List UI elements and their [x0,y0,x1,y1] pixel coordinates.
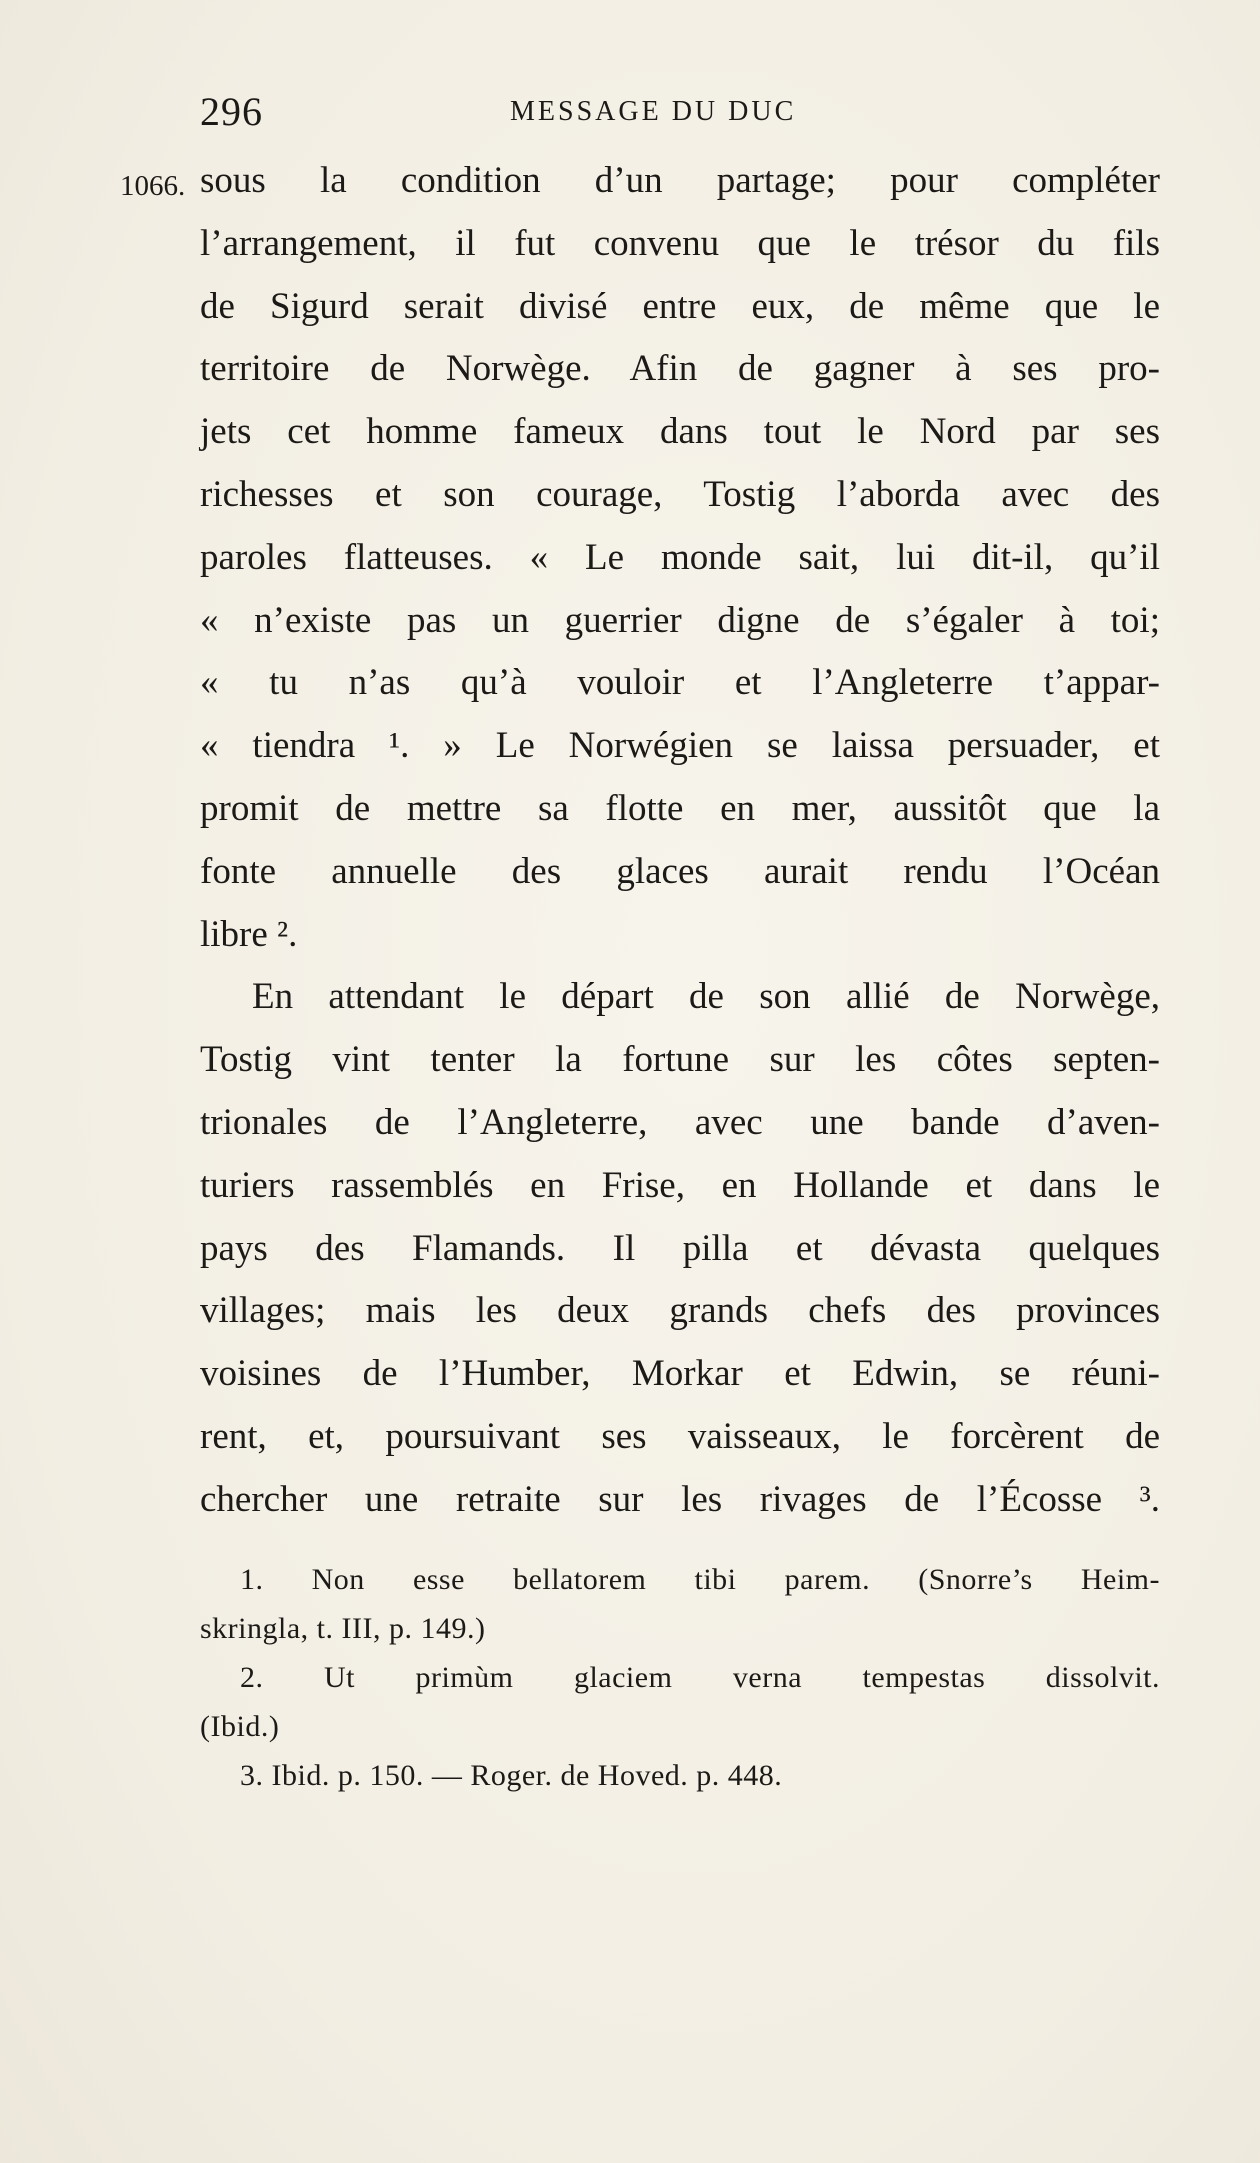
text-line: « tu n’as qu’à vouloir et l’Angleterre t’appar- [200,662,1160,704]
running-head: MESSAGE DU DUC [510,96,797,127]
footnote-1: 1. Non esse bellatorem tibi parem. (Snorre’s Heim- [240,1563,1160,1596]
text-line: trionales de l’Angleterre, avec une bande d’aven- [200,1101,1160,1143]
page-number: 296 [200,89,263,134]
footnote-2-continued: (Ibid.) [200,1710,280,1743]
page-header [200,88,1060,138]
text-line-paragraph-end: libre ². [200,913,298,955]
text-line-paragraph-start: En attendant le départ de son allié de Norwège, [252,976,1160,1018]
text-line: Tostig vint tenter la fortune sur les côtes septen- [200,1039,1160,1081]
text-line: voisines de l’Humber, Morkar et Edwin, se réuni- [200,1353,1160,1395]
text-line: richesses et son courage, Tostig l’aborda avec des [200,473,1160,515]
footnote-1-continued: skringla, t. III, p. 149.) [200,1612,486,1645]
text-line: villages; mais les deux grands chefs des provinces [200,1290,1160,1332]
text-line: pays des Flamands. Il pilla et dévasta quelques [200,1227,1160,1269]
text-line: paroles flatteuses. « Le monde sait, lui dit-il, qu’il [200,536,1160,578]
text-line: chercher une retraite sur les rivages de l’Écosse ³. [200,1478,1160,1520]
footnote-3: 3. Ibid. p. 150. — Roger. de Hoved. p. 448. [240,1759,783,1792]
body-text [200,150,1160,1532]
text-line: territoire de Norwège. Afin de gagner à ses pro- [200,348,1160,390]
text-line: turiers rassemblés en Frise, en Hollande et dans le [200,1164,1160,1206]
text-line: sous la condition d’un partage; pour compléter [200,160,1160,201]
text-line: promit de mettre sa flotte en mer, aussitôt que la [200,787,1160,829]
text-line: fonte annuelle des glaces aurait rendu l’Océan [200,850,1160,892]
text-line: jets cet homme fameux dans tout le Nord par ses [200,411,1160,453]
text-line: rent, et, poursuivant ses vaisseaux, le forcèrent de [200,1415,1160,1457]
footnote-2: 2. Ut primùm glaciem verna tempestas dissolvit. [240,1661,1160,1694]
margin-date: 1066. [120,170,186,202]
text-line: l’arrangement, il fut convenu que le trésor du fils [200,222,1160,264]
text-line: de Sigurd serait divisé entre eux, de même que le [200,285,1160,327]
text-line: « tiendra ¹. » Le Norwégien se laissa persuader, et [200,725,1160,767]
text-line: « n’existe pas un guerrier digne de s’égaler à toi; [200,599,1160,641]
footnotes [200,1555,1160,1800]
